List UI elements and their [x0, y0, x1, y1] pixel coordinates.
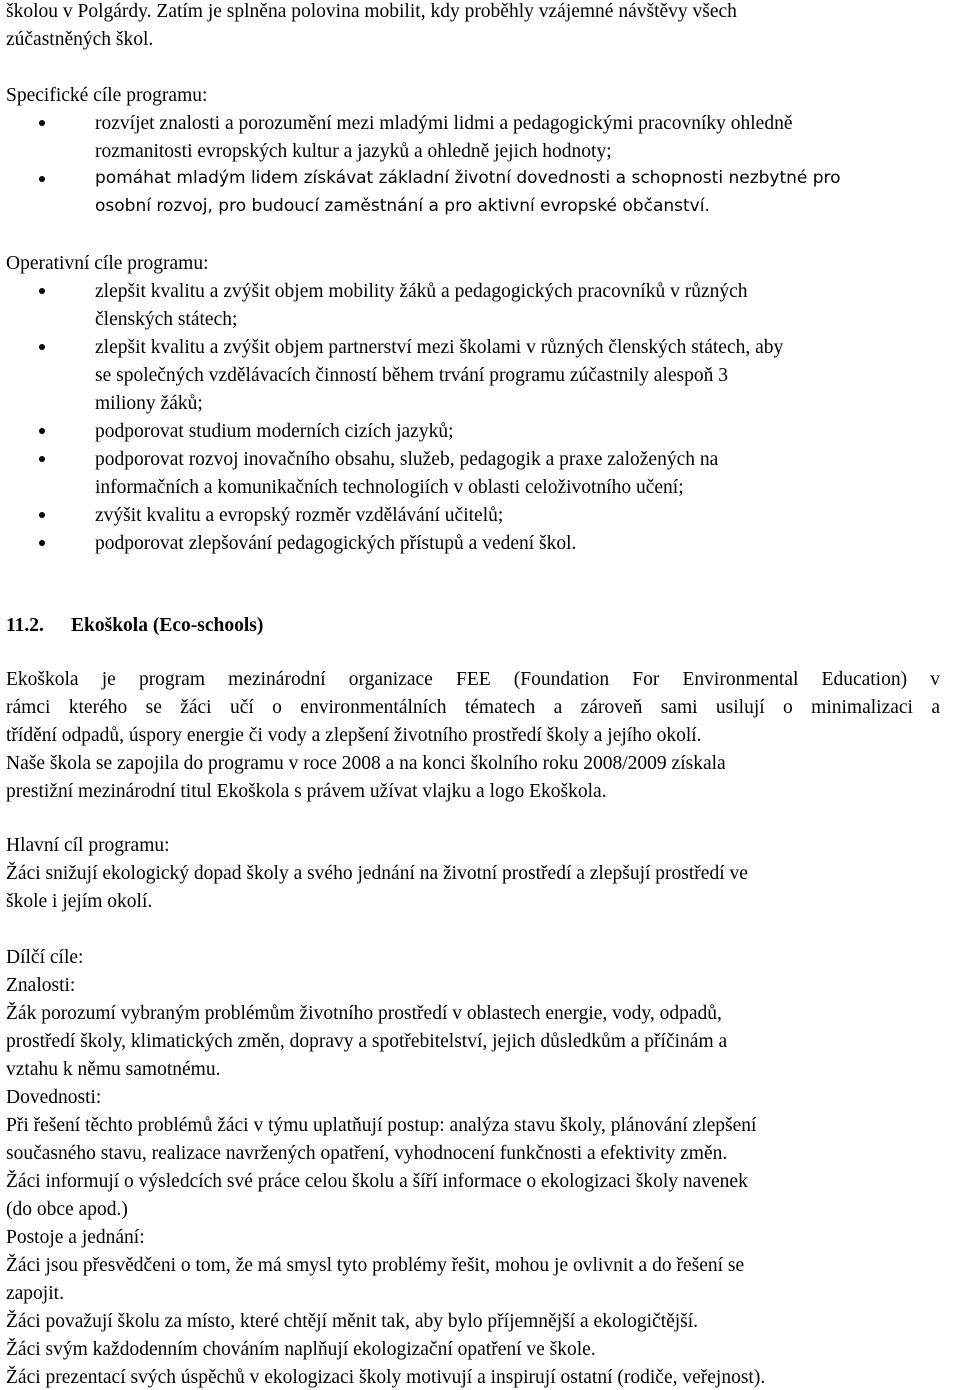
bullet-icon [38, 173, 48, 183]
list-item-line: rozvíjet znalosti a porozumění mezi mladými lidmi a pedagogickými pracovníky ohledně [95, 113, 793, 134]
attitudes-heading: Postoje a jednání: [6, 1227, 145, 1248]
bullet-icon [38, 509, 48, 519]
operative-goals-heading: Operativní cíle programu: [6, 253, 209, 274]
paragraph-line: Žáci informují o výsledcích své práce celou školu a šíří informace o ekologizaci školy navenek [6, 1171, 748, 1192]
knowledge-heading: Znalosti: [6, 975, 76, 996]
paragraph-line: zapojit. [6, 1283, 64, 1304]
paragraph-line: Při řešení těchto problémů žáci v týmu uplatňují postup: analýza stavu školy, plánování zlepšení [6, 1115, 757, 1136]
list-item-line: se společných vzdělávacích činností během trvání programu zúčastnily alespoň 3 [95, 365, 728, 386]
list-item-line: podporovat zlepšování pedagogických přístupů a vedení škol. [95, 533, 577, 554]
paragraph-line: rámci kterého se žáci učí o environmentálních tématech a zároveň sami usilují o minimalizaci a [6, 697, 940, 718]
paragraph-line: škole i jejím okolí. [6, 891, 153, 912]
paragraph-line: současného stavu, realizace navržených opatření, vyhodnocení funkčnosti a efektivity změn. [6, 1143, 728, 1164]
skills-heading: Dovednosti: [6, 1087, 102, 1108]
bullet-icon [38, 285, 48, 295]
section-number: 11.2. [6, 615, 44, 636]
paragraph-line: Žáci považují školu za místo, které chtějí měnit tak, aby bylo příjemnější a ekologičtější. [6, 1311, 699, 1332]
paragraph-line: třídění odpadů, úspory energie či vody a zlepšení životního prostředí školy a jejího okolí. [6, 725, 702, 746]
list-item-line: osobní rozvoj, pro budoucí zaměstnání a pro aktivní evropské občanství. [95, 196, 710, 216]
paragraph-line: Žáci snižují ekologický dopad školy a svého jednání na životní prostředí a zlepšují prostředí ve [6, 863, 748, 884]
bullet-icon [38, 425, 48, 435]
main-goal-heading: Hlavní cíl programu: [6, 835, 170, 856]
list-item-line: zlepšit kvalitu a zvýšit objem mobility žáků a pedagogických pracovníků v různých [95, 281, 748, 302]
list-item-line: zvýšit kvalitu a evropský rozměr vzdělávání učitelů; [95, 505, 504, 526]
intro-line: školou v Polgárdy. Zatím je splněna polovina mobilit, kdy proběhly vzájemné návštěvy všech [6, 1, 737, 22]
list-item-line: zlepšit kvalitu a zvýšit objem partnerství mezi školami v různých členských státech, aby [95, 337, 784, 358]
paragraph-line: Žáci jsou přesvědčeni o tom, že má smysl tyto problémy řešit, mohou je ovlivnit a do řešení se [6, 1255, 745, 1276]
paragraph-line: prostředí školy, klimatických změn, dopravy a spotřebitelství, jejich důsledkům a příčinám a [6, 1031, 728, 1052]
paragraph-line: (do obce apod.) [6, 1199, 128, 1220]
list-item-line: miliony žáků; [95, 393, 203, 414]
paragraph-line: Žák porozumí vybraným problémům životního prostředí v oblastech energie, vody, odpadů, [6, 1003, 722, 1024]
list-item-line: členských státech; [95, 309, 238, 330]
bullet-icon [38, 117, 48, 127]
section-title: Ekoškola (Eco-schools) [71, 615, 264, 636]
partial-goals-heading: Dílčí cíle: [6, 947, 84, 968]
intro-line: zúčastněných škol. [6, 29, 154, 50]
bullet-icon [38, 537, 48, 547]
list-item-line: informačních a komunikačních technologiích v oblasti celoživotního učení; [95, 477, 684, 498]
paragraph-line: Žáci prezentací svých úspěchů v ekologizaci školy motivují a inspirují ostatní (rodiče, veřejnost). [6, 1367, 766, 1388]
bullet-icon [38, 341, 48, 351]
list-item-line: pomáhat mladým lidem získávat základní životní dovednosti a schopnosti nezbytné pro [95, 168, 841, 188]
list-item-line: podporovat rozvoj inovačního obsahu, služeb, pedagogik a praxe založených na [95, 449, 719, 470]
paragraph-line: Ekoškola je program mezinárodní organizace FEE (Foundation For Environmental Education) v [6, 669, 940, 690]
paragraph-line: Naše škola se zapojila do programu v roce 2008 a na konci školního roku 2008/2009 získala [6, 753, 726, 774]
specific-goals-heading: Specifické cíle programu: [6, 85, 208, 106]
list-item-line: rozmanitosti evropských kultur a jazyků a ohledně jejich hodnoty; [95, 141, 612, 162]
paragraph-line: Žáci svým každodenním chováním naplňují ekologizační opatření ve škole. [6, 1339, 596, 1360]
bullet-icon [38, 453, 48, 463]
paragraph-line: prestižní mezinárodní titul Ekoškola s právem užívat vlajku a logo Ekoškola. [6, 781, 607, 802]
list-item-line: podporovat studium moderních cizích jazyků; [95, 421, 454, 442]
paragraph-line: vztahu k němu samotnému. [6, 1059, 221, 1080]
